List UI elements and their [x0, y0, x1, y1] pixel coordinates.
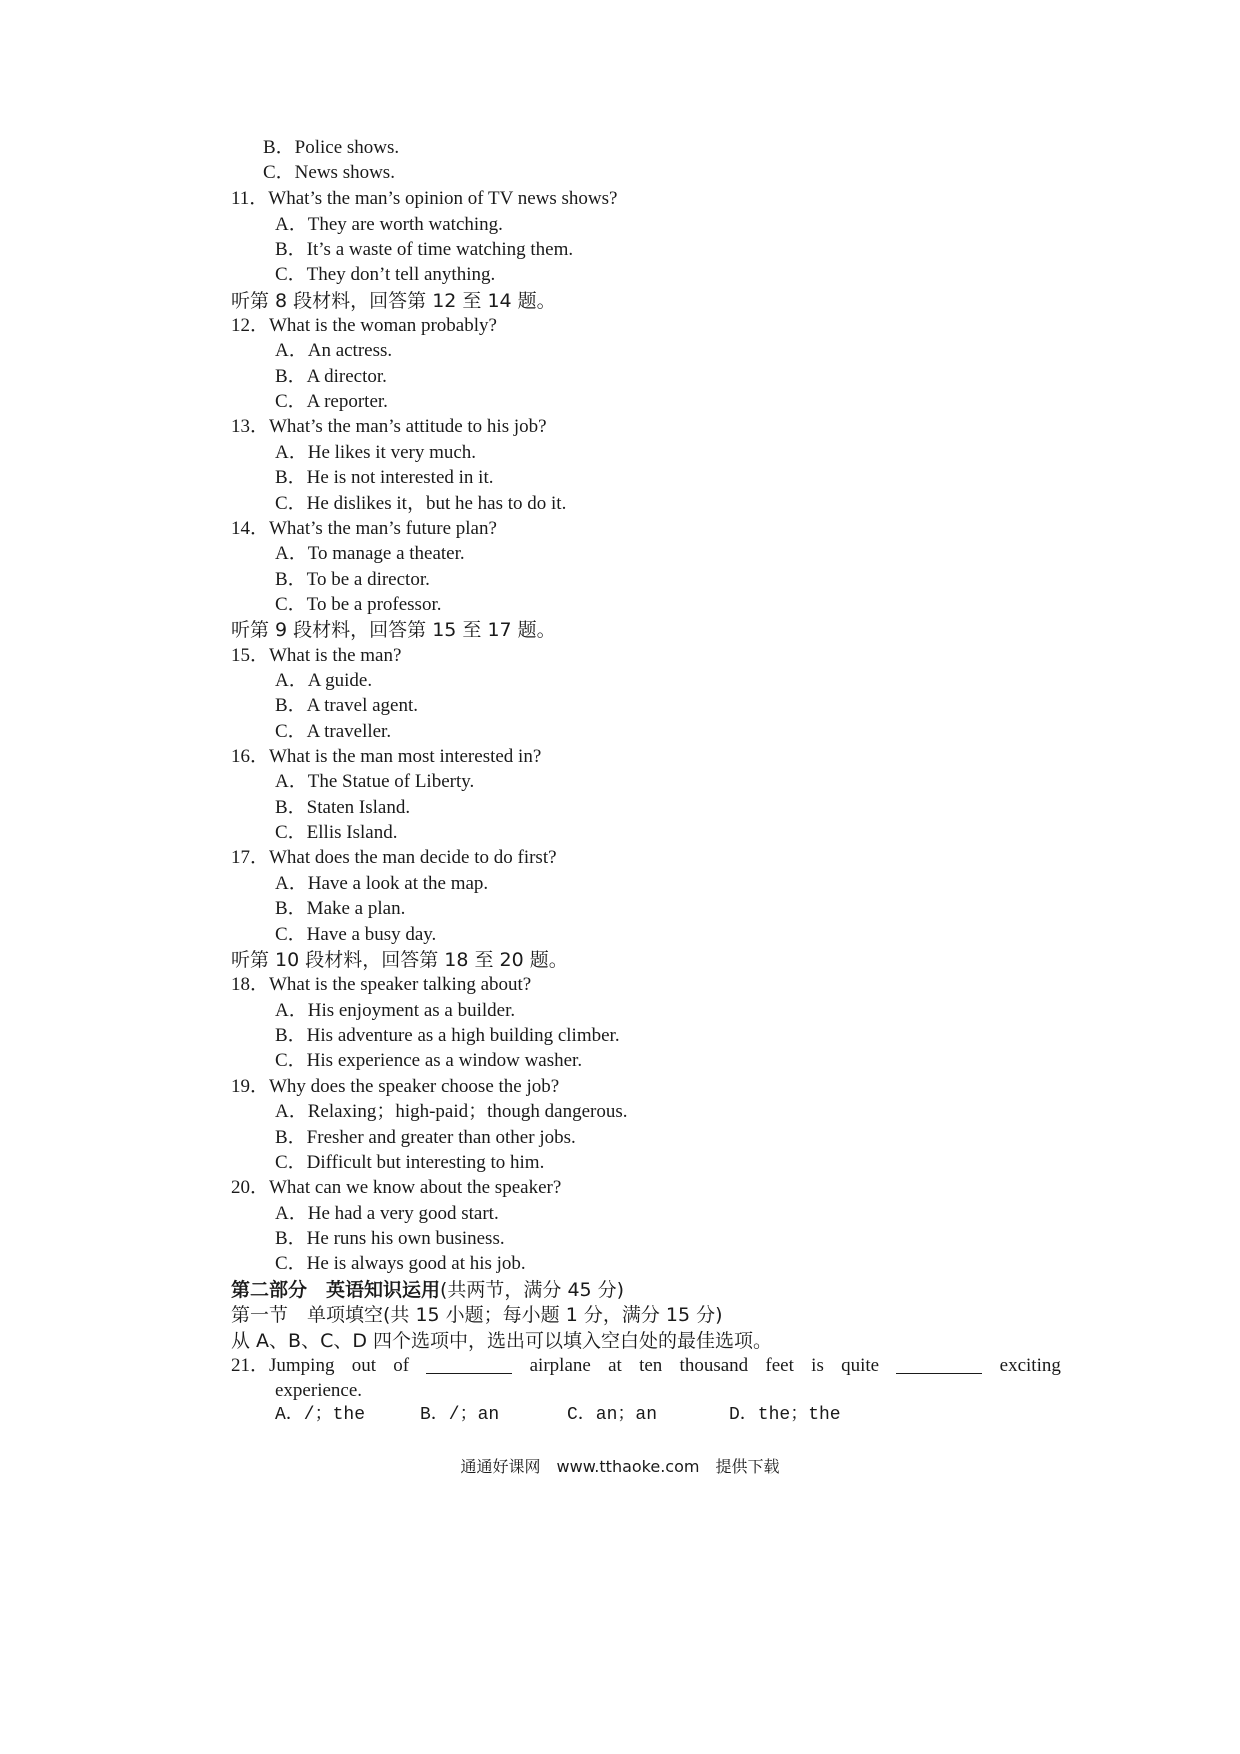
option-line: A．He likes it very much.: [275, 442, 477, 463]
option-line: A．Have a look at the map.: [275, 873, 489, 894]
section-heading: [231, 1304, 723, 1326]
part-heading-title: 第二部分 英语知识运用: [231, 1279, 441, 1301]
option-line: B．His adventure as a high building climber.: [275, 1025, 620, 1046]
option-line: C．His experience as a window washer.: [275, 1050, 583, 1071]
q21-word: 21．Jumping: [231, 1355, 335, 1376]
question-line: 18．What is the speaker talking about?: [231, 974, 532, 995]
question-line: 19．Why does the speaker choose the job?: [231, 1076, 560, 1097]
option-line: A．They are worth watching.: [275, 214, 503, 235]
option-line: C．Ellis Island.: [275, 822, 398, 843]
question-line: 13．What’s the man’s attitude to his job?: [231, 416, 547, 437]
q21-word: quite: [841, 1355, 880, 1376]
question-line: 17．What does the man decide to do first?: [231, 847, 557, 868]
q21-word: at: [608, 1355, 622, 1376]
section-heading: 听第 10 段材料，回答第 18 至 20 题。: [231, 949, 568, 971]
option-line: B．He is not interested in it.: [275, 467, 494, 488]
q21-word: out: [351, 1355, 376, 1376]
option-line: A．A guide.: [275, 670, 373, 691]
option-c: C．an；an: [567, 1405, 658, 1425]
instruction-line: 从 A、B、C、D 四个选项中，选出可以填入空白处的最佳选项。: [231, 1330, 773, 1352]
option-line: C．Difficult but interesting to him.: [275, 1152, 545, 1173]
option-line: B．Staten Island.: [275, 797, 411, 818]
option-line: C．They don’t tell anything.: [275, 264, 496, 285]
option-line: C．To be a professor.: [275, 594, 442, 615]
q21-word: exciting: [999, 1355, 1061, 1376]
question-21-line: [231, 1355, 1061, 1377]
option-line: B．Fresher and greater than other jobs.: [275, 1127, 576, 1148]
option-line: C．News shows.: [263, 162, 395, 183]
page-footer: 通通好课网 www.tthaoke.com 提供下载: [460, 1457, 780, 1476]
section-heading-note: (共 15 小题；每小题 1 分，满分 15 分): [383, 1304, 723, 1326]
option-line: C．Have a busy day.: [275, 924, 437, 945]
question-line: 15．What is the man?: [231, 645, 402, 666]
option-line: A．Relaxing；high-paid；though dangerous.: [275, 1101, 628, 1122]
question-line: 20．What can we know about the speaker?: [231, 1177, 562, 1198]
option-line: C．He dislikes it，but he has to do it.: [275, 493, 567, 514]
answer-blank: [896, 1355, 982, 1374]
section-heading: 听第 9 段材料，回答第 15 至 17 题。: [231, 619, 556, 641]
q21-word: ten: [639, 1355, 663, 1376]
option-line: B．Make a plan.: [275, 898, 406, 919]
question-21-options: [275, 1404, 841, 1426]
option-line: A．To manage a theater.: [275, 543, 465, 564]
option-b: B．/；an: [420, 1405, 500, 1425]
question-line: 14．What’s the man’s future plan?: [231, 518, 497, 539]
part-heading-note: (共两节，满分 45 分): [440, 1279, 625, 1301]
section-heading-title: 第一节 单项填空: [231, 1304, 384, 1326]
answer-blank: [426, 1355, 512, 1374]
option-a: A．/；the: [275, 1405, 366, 1425]
question-line: 11．What’s the man’s opinion of TV news shows?: [231, 188, 618, 209]
option-line: B．It’s a waste of time watching them.: [275, 239, 574, 260]
option-line: A．An actress.: [275, 340, 393, 361]
option-line: C．A traveller.: [275, 721, 392, 742]
question-line: 16．What is the man most interested in?: [231, 746, 542, 767]
q21-word: feet: [765, 1355, 794, 1376]
option-line: B．To be a director.: [275, 569, 430, 590]
option-d: D．the；the: [729, 1405, 841, 1425]
option-line: A．His enjoyment as a builder.: [275, 1000, 516, 1021]
option-line: B．Police shows.: [263, 137, 400, 158]
q21-word: is: [811, 1355, 824, 1376]
question-line: 12．What is the woman probably?: [231, 315, 497, 336]
q21-word: of: [393, 1355, 410, 1376]
question-21-continuation: experience.: [275, 1380, 363, 1401]
q21-word: airplane: [529, 1355, 591, 1376]
section-heading: 听第 8 段材料，回答第 12 至 14 题。: [231, 290, 556, 312]
option-line: C．A reporter.: [275, 391, 388, 412]
option-line: B．A director.: [275, 366, 387, 387]
q21-word: thousand: [679, 1355, 749, 1376]
option-line: B．A travel agent.: [275, 695, 418, 716]
option-line: C．He is always good at his job.: [275, 1253, 526, 1274]
option-line: A．The Statue of Liberty.: [275, 771, 475, 792]
option-line: B．He runs his own business.: [275, 1228, 505, 1249]
option-line: A．He had a very good start.: [275, 1203, 499, 1224]
part-heading: [231, 1279, 624, 1301]
